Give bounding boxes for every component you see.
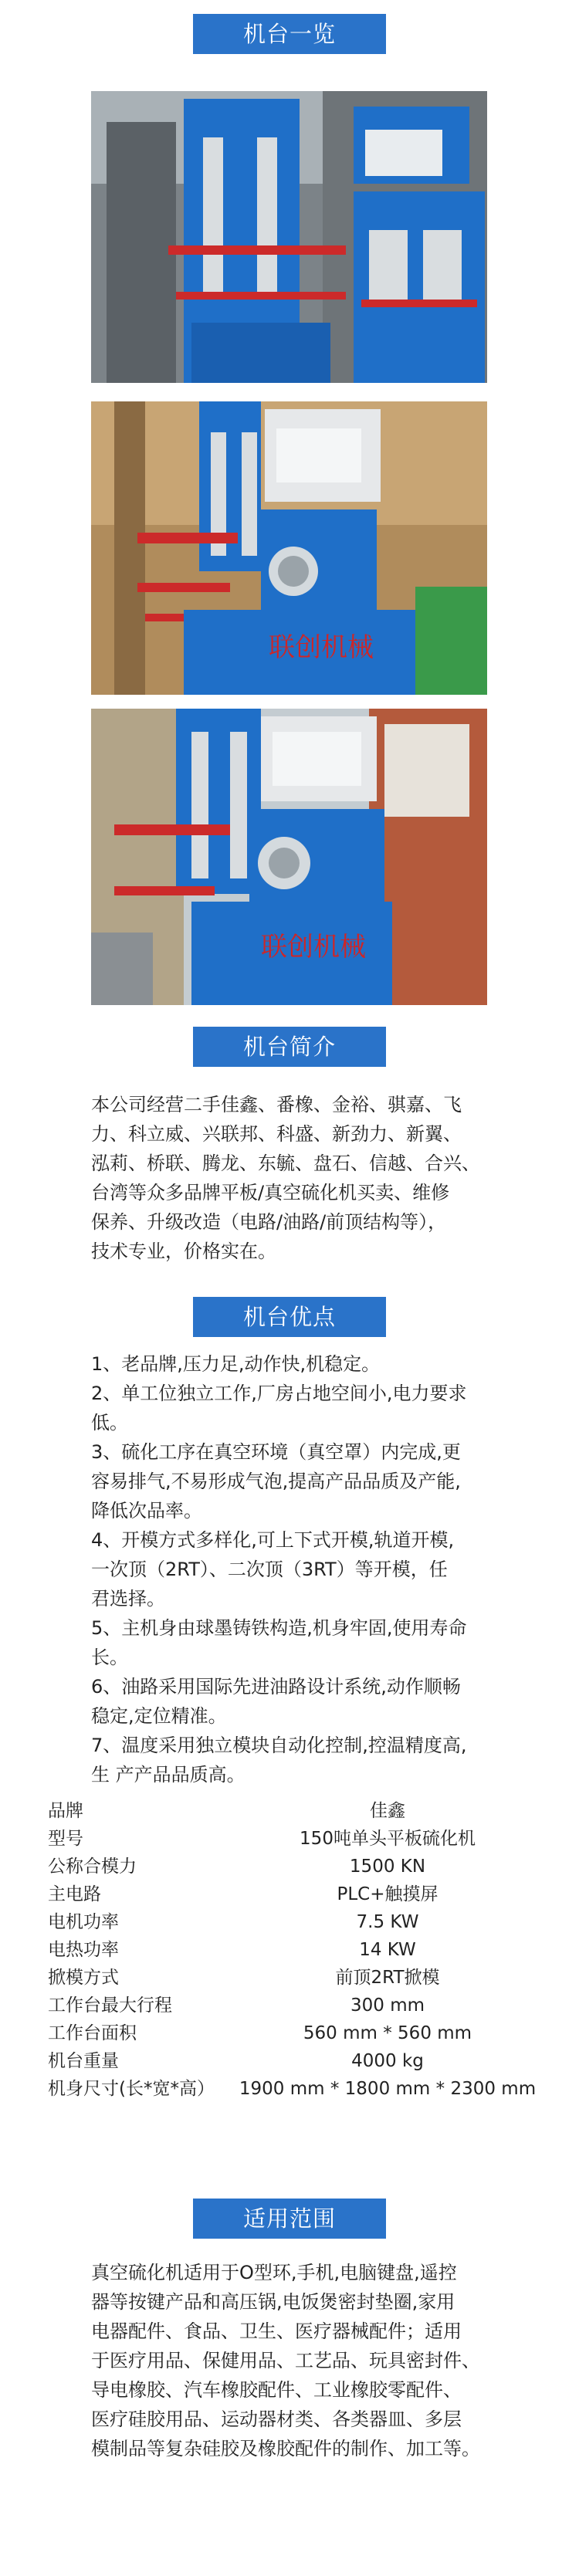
advantage-line: 降低次品率。 xyxy=(91,1500,202,1522)
advantage-line: 2、单工位独立工作,厂房占地空间小,电力要求 xyxy=(91,1383,467,1404)
spec-value: 560 mm * 560 mm xyxy=(303,2023,472,2043)
spec-key: 工作台面积 xyxy=(48,2023,137,2043)
intro-line: 技术专业，价格实在。 xyxy=(91,1241,276,1262)
scope-line: 模制品等复杂硅胶及橡胶配件的制作、加工等。 xyxy=(91,2438,480,2459)
spec-row xyxy=(48,1936,573,1964)
advantage-line: 一次顶（2RT）、二次顶（3RT）等开模，任 xyxy=(91,1559,448,1580)
spec-value: 1900 mm * 1800 mm * 2300 mm xyxy=(239,2079,537,2099)
advantage-line: 5、主机身由球墨铸铁构造,机身牢固,使用寿命 xyxy=(91,1617,467,1639)
spec-key: 工作台最大行程 xyxy=(48,1995,172,2016)
spec-key: 品牌 xyxy=(48,1801,83,1821)
advantage-line: 容易排气,不易形成气泡,提高产品品质及产能, xyxy=(91,1471,461,1492)
intro-line: 台湾等众多品牌平板/真空硫化机买卖、维修 xyxy=(91,1182,450,1203)
intro-line: 保养、升级改造（电路/油路/前顶结构等）， xyxy=(91,1211,447,1233)
machine-photo-2 xyxy=(91,401,487,695)
spec-value: 4000 kg xyxy=(351,2051,424,2071)
scope-paragraph xyxy=(91,2258,508,2463)
spec-row xyxy=(48,1853,573,1880)
spec-row xyxy=(48,2019,573,2047)
section-title-overview: 机台一览 xyxy=(193,14,386,54)
spec-row xyxy=(48,1825,573,1853)
spec-key: 机身尺寸(长*宽*高） xyxy=(48,2079,215,2099)
spec-row xyxy=(48,1880,573,1908)
advantage-line: 4、开模方式多样化,可上下式开模,轨道开模, xyxy=(91,1529,455,1551)
section-title-scope: 适用范围 xyxy=(193,2199,386,2239)
advantage-line: 低。 xyxy=(91,1412,128,1434)
scope-line: 真空硫化机适用于O型环,手机,电脑键盘,遥控 xyxy=(91,2262,457,2283)
watermark-text: 联创机械 xyxy=(269,632,374,663)
spec-row xyxy=(48,2047,573,2075)
advantage-line: 君选择。 xyxy=(91,1588,165,1610)
scope-line: 于医疗用品、保健用品、工艺品、玩具密封件、 xyxy=(91,2350,480,2371)
spec-key: 电热功率 xyxy=(48,1940,119,1960)
spec-key: 电机功率 xyxy=(48,1912,119,1932)
spec-key: 型号 xyxy=(48,1829,83,1849)
spec-value: 300 mm xyxy=(350,1995,425,2016)
spec-row xyxy=(48,1964,573,1992)
spec-value: 佳鑫 xyxy=(370,1801,405,1821)
spec-key: 掀模方式 xyxy=(48,1968,119,1988)
scope-line: 导电橡胶、汽车橡胶配件、工业橡胶零配件、 xyxy=(91,2379,462,2401)
advantage-line: 3、硫化工序在真空环境（真空罩）内完成,更 xyxy=(91,1441,461,1463)
spec-value: 前顶2RT掀模 xyxy=(335,1968,440,1988)
spec-row xyxy=(48,2075,573,2103)
advantage-line: 7、温度采用独立模块自动化控制,控温精度高, xyxy=(91,1735,467,1756)
intro-line: 力、科立威、兴联邦、科盛、新劲力、新翼、 xyxy=(91,1123,462,1145)
spec-value: 14 KW xyxy=(359,1940,416,1960)
spec-value: 1500 KN xyxy=(349,1857,426,1877)
spec-value: PLC+触摸屏 xyxy=(337,1884,438,1904)
section-title-intro: 机台简介 xyxy=(193,1027,386,1067)
advantages-list xyxy=(91,1349,508,1789)
advantage-line: 生 产产品品质高。 xyxy=(91,1764,245,1786)
intro-line: 本公司经营二手佳鑫、番橡、金裕、骐嘉、飞 xyxy=(91,1094,462,1115)
spec-key: 主电路 xyxy=(48,1884,101,1904)
spec-table xyxy=(48,1797,573,2103)
intro-line: 泓莉、桥联、腾龙、东毓、盘石、信越、合兴、 xyxy=(91,1153,480,1174)
machine-photo-1 xyxy=(91,91,487,383)
spec-row xyxy=(48,1797,573,1825)
spec-key: 公称合模力 xyxy=(48,1857,137,1877)
section-title-advantages: 机台优点 xyxy=(193,1297,386,1337)
machine-photo-3 xyxy=(91,709,487,1005)
spec-value: 150吨单头平板硫化机 xyxy=(300,1829,476,1849)
spec-value: 7.5 KW xyxy=(356,1912,419,1932)
spec-key: 机台重量 xyxy=(48,2051,119,2071)
intro-paragraph xyxy=(91,1090,493,1266)
spec-row xyxy=(48,1992,573,2019)
scope-line: 电器配件、食品、卫生、医疗器械配件；适用 xyxy=(91,2320,462,2342)
scope-line: 器等按键产品和高压锅,电饭煲密封垫圈,家用 xyxy=(91,2291,455,2313)
advantage-line: 稳定,定位精准。 xyxy=(91,1705,227,1727)
advantage-line: 6、油路采用国际先进油路设计系统,动作顺畅 xyxy=(91,1676,461,1698)
spec-row xyxy=(48,1908,573,1936)
advantage-line: 长。 xyxy=(91,1647,128,1668)
watermark-text: 联创机械 xyxy=(261,932,366,963)
advantage-line: 1、老品牌,压力足,动作快,机稳定。 xyxy=(91,1353,381,1375)
scope-line: 医疗硅胶用品、运动器材类、各类器皿、多层 xyxy=(91,2408,462,2430)
